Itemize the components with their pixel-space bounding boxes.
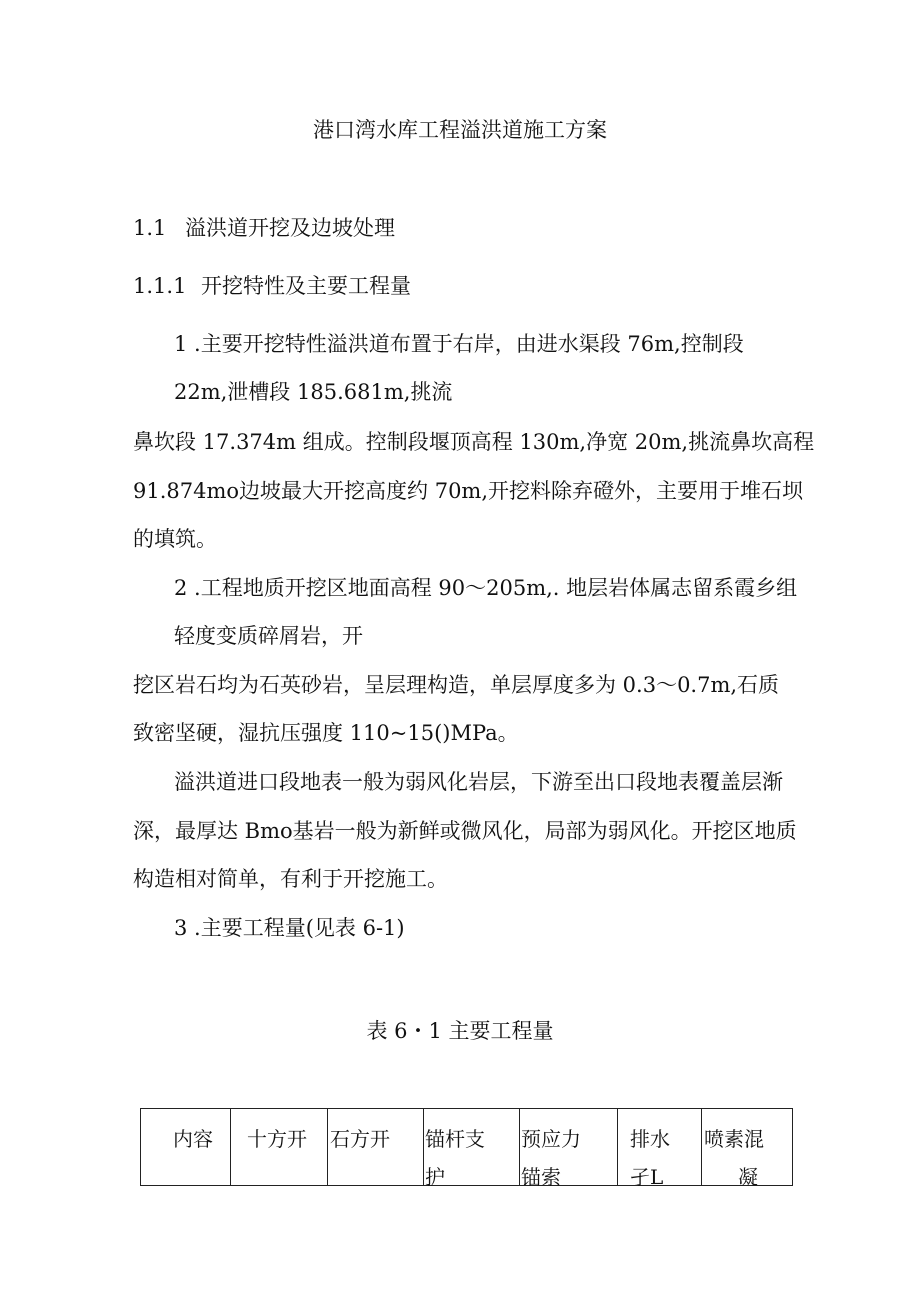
section-heading-1-1 — [133, 218, 395, 239]
paragraph-2-line-4: 致密坚硬，湿抗压强度 110~15()MPa。 — [133, 721, 519, 745]
paragraph-1-line-1: 1 .主要开挖特性溢洪道布置于右岸，由进水渠段 76m,控制段 — [174, 332, 744, 356]
header-line-2: 凝 — [738, 1165, 758, 1189]
paragraph-2-line-2: 轻度变质碎屑岩，开 — [174, 624, 363, 648]
table-header-cell — [328, 1109, 424, 1186]
paragraph-3-line-3: 构造相对简单，有利于开挖施工。 — [133, 867, 448, 891]
section-title: 开挖特性及主要工程量 — [201, 274, 411, 298]
header-line-1: 排水 — [630, 1127, 670, 1151]
header-line-2: 锚索 — [521, 1165, 561, 1189]
header-line-1: 石方开 — [330, 1127, 390, 1151]
header-line-1: 喷素混 — [704, 1127, 764, 1151]
header-line-1: 锚杆支 — [425, 1127, 485, 1151]
paragraph-1-line-4: 91.874mo边坡最大开挖高度约 70m,开挖料除弃磴外，主要用于堆石坝 — [133, 479, 804, 503]
table-header-cell — [520, 1109, 618, 1189]
paragraph-2-line-3: 挖区岩石均为石英砂岩，呈层理构造，单层厚度多为 0.3～0.7m,石质 — [133, 673, 780, 697]
document-title: 港口湾水库工程溢洪道施工方案 — [313, 118, 607, 142]
paragraph-3-line-2: 深，最厚达 Bmo基岩一般为新鲜或微风化，局部为弱风化。开挖区地质 — [133, 819, 797, 843]
header-line-1: 十方开 — [247, 1127, 307, 1151]
header-line-1: 预应力 — [521, 1127, 581, 1151]
paragraph-3-line-1: 溢洪道进口段地表一般为弱风化岩层，下游至出口段地表覆盖层渐 — [174, 770, 783, 794]
section-title: 溢洪道开挖及边坡处理 — [185, 216, 395, 240]
table-header-cell — [231, 1109, 328, 1186]
header-line-1: 内容 — [173, 1127, 213, 1151]
paragraph-1-line-5: 的填筑。 — [133, 527, 217, 551]
quantities-table — [140, 1108, 793, 1189]
paragraph-4-line-1: 3 .主要工程量(见表 6-1) — [174, 916, 405, 940]
header-line-2: 孑L — [630, 1165, 664, 1189]
section-heading-1-1-1 — [133, 276, 411, 297]
table-header-cell — [141, 1109, 231, 1186]
section-number: 1.1.1 — [133, 274, 187, 298]
table-header-cell — [702, 1109, 793, 1189]
header-line-2: 护 — [425, 1165, 445, 1189]
table-header-cell — [424, 1109, 520, 1189]
paragraph-2-line-1: 2 .工程地质开挖区地面高程 90～205m,. 地层岩体属志留系霞乡组 — [174, 576, 798, 600]
table-header-cell — [618, 1109, 702, 1189]
table-header-row — [141, 1109, 793, 1186]
paragraph-1-line-3: 鼻坎段 17.374m 组成。控制段堰顶高程 130m,净宽 20m,挑流鼻坎高程 — [133, 430, 815, 454]
paragraph-1-line-2: 22m,泄槽段 185.681m,挑流 — [174, 380, 453, 404]
section-number: 1.1 — [133, 216, 167, 240]
table-caption: 表 6・1 主要工程量 — [366, 1019, 554, 1043]
